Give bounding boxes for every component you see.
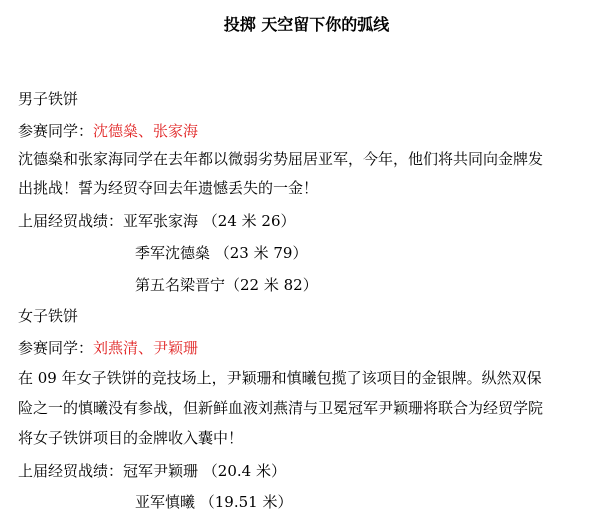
women-participants-label: 参赛同学： xyxy=(18,339,94,357)
men-record-item: 季军沈德燊 （23 米 79） xyxy=(135,244,308,262)
women-record-item: 亚军慎曦 （19.51 米） xyxy=(135,493,293,511)
men-record-item: 第五名梁晋宁（22 米 82） xyxy=(135,276,318,294)
men-participants-line xyxy=(18,120,198,142)
men-record-line-1 xyxy=(18,210,296,232)
women-paragraph-line-1: 在 09 年女子铁饼的竞技场上，尹颖珊和慎曦包揽了该项目的金银牌。纵然双保 xyxy=(18,369,542,387)
women-record-line-1 xyxy=(18,460,286,482)
women-participants-line xyxy=(18,337,198,359)
men-paragraph-line-1: 沈德燊和张家海同学在去年都以微弱劣势屈居亚军，今年，他们将共同向金牌发 xyxy=(18,150,544,168)
women-record-item: 冠军尹颖珊 （20.4 米） xyxy=(123,462,286,480)
page-title: 投掷 天空留下你的弧线 xyxy=(223,15,390,34)
men-record-label: 上届经贸战绩： xyxy=(18,212,124,230)
men-participants-label: 参赛同学： xyxy=(18,122,94,140)
men-paragraph-line-2: 出挑战！誓为经贸夺回去年遗憾丢失的一金！ xyxy=(18,179,319,197)
women-paragraph-line-2: 险之一的慎曦没有参战，但新鲜血液刘燕清与卫冕冠军尹颖珊将联合为经贸学院 xyxy=(18,399,544,417)
women-paragraph-line-3: 将女子铁饼项目的金牌收入囊中！ xyxy=(18,429,244,447)
men-participants-names: 沈德燊、张家海 xyxy=(93,122,199,140)
men-record-item: 亚军张家海 （24 米 26） xyxy=(123,212,296,230)
women-participants-names: 刘燕清、尹颖珊 xyxy=(93,339,199,357)
women-record-label: 上届经贸战绩： xyxy=(18,462,124,480)
women-section-heading: 女子铁饼 xyxy=(18,307,79,325)
men-section-heading: 男子铁饼 xyxy=(18,90,79,108)
